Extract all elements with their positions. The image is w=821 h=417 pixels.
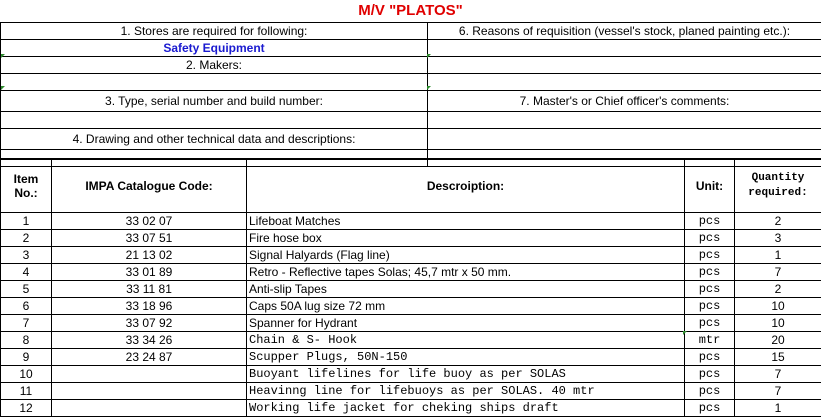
unit-cell[interactable]: pcs: [685, 400, 735, 417]
comments-value-cell-2[interactable]: [428, 129, 821, 150]
quantity-cell[interactable]: 20: [735, 332, 821, 349]
quantity-cell[interactable]: 3: [735, 230, 821, 247]
impa-code-cell[interactable]: 23 24 87: [52, 349, 247, 366]
quantity-cell[interactable]: 15: [735, 349, 821, 366]
description-cell[interactable]: Signal Halyards (Flag line): [247, 247, 685, 264]
table-row: [1, 247, 821, 264]
description-cell[interactable]: Retro - Reflective tapes Solas; 45,7 mtr x 50 mm.: [247, 264, 685, 281]
table-row: [1, 213, 821, 230]
description-cell[interactable]: Working life jacket for cheking ships draft: [247, 400, 685, 417]
impa-code-cell[interactable]: [52, 400, 247, 417]
cell-comment-marker: [683, 331, 687, 335]
quantity-cell[interactable]: 10: [735, 298, 821, 315]
header-quantity: Quantity required:: [735, 159, 821, 213]
description-cell[interactable]: Caps 50A lug size 72 mm: [247, 298, 685, 315]
item-no-cell[interactable]: 5: [1, 281, 52, 298]
unit-cell[interactable]: pcs: [685, 213, 735, 230]
item-no-cell[interactable]: 7: [1, 315, 52, 332]
makers-value-cell[interactable]: [1, 74, 428, 91]
item-no-cell[interactable]: 8: [1, 332, 52, 349]
unit-cell[interactable]: pcs: [685, 247, 735, 264]
quantity-cell[interactable]: 7: [735, 366, 821, 383]
comments-value-cell[interactable]: [428, 112, 821, 129]
item-no-cell[interactable]: 10: [1, 366, 52, 383]
unit-cell[interactable]: pcs: [685, 366, 735, 383]
table-row: [1, 349, 821, 366]
header-unit: Unit:: [685, 159, 735, 213]
items-table: [0, 158, 821, 417]
makers-label: 2. Makers:: [1, 57, 428, 74]
type-value-cell[interactable]: [1, 112, 428, 129]
unit-cell[interactable]: pcs: [685, 315, 735, 332]
item-no-cell[interactable]: 9: [1, 349, 52, 366]
item-no-cell[interactable]: 6: [1, 298, 52, 315]
item-no-cell[interactable]: 3: [1, 247, 52, 264]
requisition-header-grid: [0, 22, 821, 167]
quantity-cell[interactable]: 10: [735, 315, 821, 332]
type-label: 3. Type, serial number and build number:: [1, 91, 428, 112]
unit-cell[interactable]: mtr: [685, 332, 735, 349]
impa-code-cell[interactable]: 33 18 96: [52, 298, 247, 315]
header-impa-code: IMPA Catalogue Code:: [52, 159, 247, 213]
reasons-value-cell[interactable]: [428, 40, 821, 57]
description-cell[interactable]: Anti-slip Tapes: [247, 281, 685, 298]
impa-code-cell[interactable]: 21 13 02: [52, 247, 247, 264]
impa-code-cell[interactable]: 33 02 07: [52, 213, 247, 230]
description-cell[interactable]: Lifeboat Matches: [247, 213, 685, 230]
comments-label: 7. Master's or Chief officer's comments:: [428, 91, 821, 112]
quantity-cell[interactable]: 1: [735, 247, 821, 264]
header-item-no: Item No.:: [1, 159, 52, 213]
description-cell[interactable]: Fire hose box: [247, 230, 685, 247]
impa-code-cell[interactable]: 33 34 26: [52, 332, 247, 349]
page-title: M/V "PLATOS": [358, 2, 463, 19]
unit-cell[interactable]: pcs: [685, 383, 735, 400]
table-row: [1, 264, 821, 281]
table-row: [1, 332, 821, 349]
cell-comment-marker: [1, 86, 5, 90]
reasons-value-cell-2[interactable]: [428, 57, 821, 74]
description-cell[interactable]: Scupper Plugs, 50N-150: [247, 349, 685, 366]
reasons-label: 6. Reasons of requisition (vessel's stock, planed painting etc.):: [428, 23, 821, 40]
reasons-value-cell-3[interactable]: [428, 74, 821, 91]
table-row: [1, 315, 821, 332]
cell-comment-marker: [427, 54, 431, 58]
item-no-cell[interactable]: 4: [1, 264, 52, 281]
item-no-cell[interactable]: 11: [1, 383, 52, 400]
description-cell[interactable]: Heavinng line for lifebuoys as per SOLAS. 40 mtr: [247, 383, 685, 400]
impa-code-cell[interactable]: 33 01 89: [52, 264, 247, 281]
drawing-label: 4. Drawing and other technical data and descriptions:: [1, 129, 428, 150]
unit-cell[interactable]: pcs: [685, 281, 735, 298]
unit-cell[interactable]: pcs: [685, 230, 735, 247]
table-row: [1, 281, 821, 298]
impa-code-cell[interactable]: [52, 383, 247, 400]
quantity-cell[interactable]: 7: [735, 383, 821, 400]
items-header-row: [1, 159, 821, 213]
unit-cell[interactable]: pcs: [685, 298, 735, 315]
impa-code-cell[interactable]: 33 07 92: [52, 315, 247, 332]
cell-comment-marker: [1, 54, 5, 58]
item-no-cell[interactable]: 2: [1, 230, 52, 247]
cell-comment-marker: [427, 86, 431, 90]
stores-value[interactable]: Safety Equipment: [1, 40, 428, 57]
impa-code-cell[interactable]: [52, 366, 247, 383]
quantity-cell[interactable]: 7: [735, 264, 821, 281]
header-description: Descroiption:: [247, 159, 685, 213]
description-cell[interactable]: Chain & S- Hook: [247, 332, 685, 349]
quantity-cell[interactable]: 2: [735, 213, 821, 230]
impa-code-cell[interactable]: 33 11 81: [52, 281, 247, 298]
unit-cell[interactable]: pcs: [685, 349, 735, 366]
table-row: [1, 366, 821, 383]
unit-cell[interactable]: pcs: [685, 264, 735, 281]
table-row: [1, 298, 821, 315]
table-row: [1, 383, 821, 400]
stores-label: 1. Stores are required for following:: [1, 23, 428, 40]
quantity-cell[interactable]: 2: [735, 281, 821, 298]
table-row: [1, 400, 821, 417]
table-row: [1, 230, 821, 247]
item-no-cell[interactable]: 1: [1, 213, 52, 230]
quantity-cell[interactable]: 1: [735, 400, 821, 417]
description-cell[interactable]: Spanner for Hydrant: [247, 315, 685, 332]
item-no-cell[interactable]: 12: [1, 400, 52, 417]
description-cell[interactable]: Buoyant lifelines for life buoy as per SOLAS: [247, 366, 685, 383]
impa-code-cell[interactable]: 33 07 51: [52, 230, 247, 247]
